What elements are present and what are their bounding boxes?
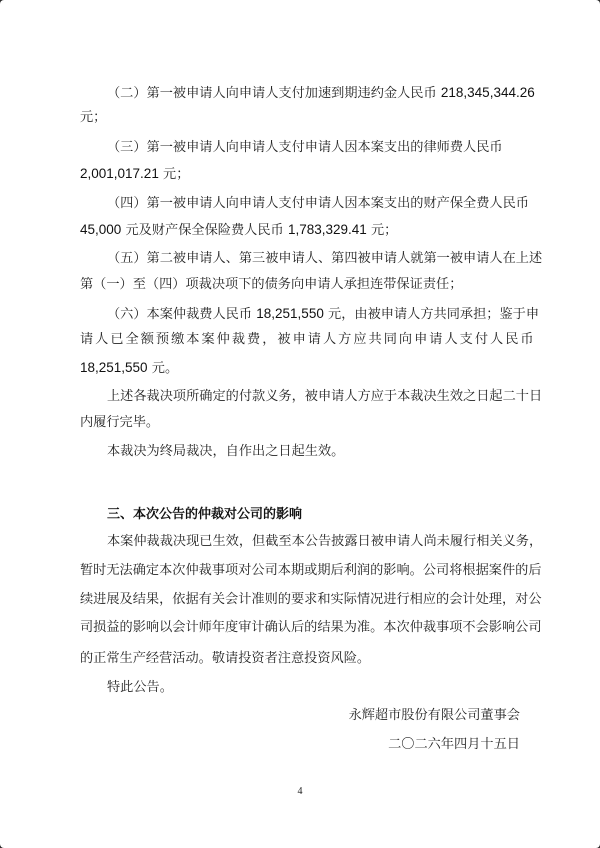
payment-obligation-text-2: 内履行完毕。 bbox=[80, 415, 160, 430]
section-3-text-3: 续进展及结果，依据有关会计准则的要求和实际情况进行相应的会计处理，对公 bbox=[80, 592, 542, 607]
closing-line bbox=[0, 678, 600, 698]
item-5-line-2 bbox=[0, 275, 600, 295]
payment-obligation-line-2 bbox=[0, 413, 600, 433]
section-3-line-3 bbox=[0, 590, 600, 610]
section-3-line-1 bbox=[0, 532, 600, 552]
company-signature: 永辉超市股份有限公司董事会 bbox=[348, 708, 520, 723]
item-2-label: （二）第一被申请人向申请人支付加速到期违约金人民币 bbox=[107, 86, 437, 101]
item-4-middle: 元及财产保全保险费人民币 bbox=[125, 223, 284, 238]
final-ruling-line bbox=[0, 442, 600, 462]
item-3-amount: 2,001,017.21 bbox=[80, 166, 159, 181]
payment-obligation-text-1: 上述各裁决项所确定的付款义务，被申请人方应于本裁决生效之日起二十日 bbox=[107, 389, 543, 404]
section-3-text-1: 本案仲裁裁决现已生效，但截至本公告披露日被申请人尚未履行相关义务， bbox=[107, 534, 543, 549]
item-6-line-1 bbox=[0, 304, 600, 324]
item-5-line-1 bbox=[0, 249, 600, 269]
section-3-heading-line bbox=[0, 505, 600, 525]
signature-line bbox=[0, 706, 600, 726]
item-3-line-1 bbox=[0, 138, 600, 158]
item-6-line-3 bbox=[0, 358, 600, 378]
item-2-line-2 bbox=[0, 108, 600, 128]
item-5-text-1: （五）第二被申请人、第三被申请人、第四被申请人就第一被申请人在上述 bbox=[107, 251, 543, 266]
section-3-text-2: 暂时无法确定本次仲裁事项对公司本期或期后利润的影响。公司将根据案件的后 bbox=[80, 563, 542, 578]
item-4-line-1 bbox=[0, 194, 600, 214]
item-2-amount: 218,345,344.26 bbox=[440, 85, 535, 100]
date-line bbox=[0, 735, 600, 755]
item-3-line-2 bbox=[0, 164, 600, 184]
item-6-after: 元，由被申请人方共同承担；鉴于申 bbox=[328, 307, 540, 322]
item-6-continuation: 元。 bbox=[151, 361, 179, 376]
item-6-amount-2: 18,251,550 bbox=[80, 360, 148, 375]
item-3-label: （三）第一被申请人向申请人支付申请人因本案支出的律师费人民币 bbox=[107, 140, 503, 155]
final-ruling-text: 本裁决为终局裁决，自作出之日起生效。 bbox=[107, 444, 345, 459]
item-4-label: （四）第一被申请人向申请人支付申请人因本案支出的财产保全费人民币 bbox=[107, 196, 529, 211]
item-4-line-2 bbox=[0, 220, 600, 240]
item-5-text-2: 第（一）至（四）项裁决项下的债务向申请人承担连带保证责任； bbox=[80, 277, 463, 292]
closing-text: 特此公告。 bbox=[107, 680, 173, 695]
item-4-amount-2: 1,783,329.41 bbox=[287, 222, 367, 237]
item-4-continuation: 元； bbox=[370, 223, 398, 238]
section-3-line-4 bbox=[0, 618, 600, 638]
payment-obligation-line-1 bbox=[0, 387, 600, 407]
item-3-continuation: 元； bbox=[163, 167, 190, 182]
section-3-line-5 bbox=[0, 649, 600, 669]
announcement-date: 二〇二六年四月十五日 bbox=[388, 737, 520, 752]
section-3-line-2 bbox=[0, 561, 600, 581]
item-6-label: （六）本案仲裁费人民币 bbox=[107, 307, 253, 322]
item-6-line-2 bbox=[0, 330, 600, 350]
item-2-line-1 bbox=[0, 83, 600, 103]
section-3-heading: 三、本次公告的仲裁对公司的影响 bbox=[107, 507, 303, 522]
item-6-amount: 18,251,550 bbox=[256, 306, 324, 321]
section-3-text-4: 司损益的影响以会计师年度审计确认后的结果为准。本次仲裁事项不会影响公司 bbox=[80, 620, 542, 635]
item-4-amount-1: 45,000 bbox=[80, 222, 122, 237]
item-6-text-2: 请人已全额预缴本案仲裁费，被申请人方应共同向申请人支付人民币 bbox=[80, 332, 536, 347]
page-number: 4 bbox=[297, 786, 303, 797]
section-3-text-5: 的正常生产经营活动。敬请投资者注意投资风险。 bbox=[80, 651, 371, 666]
item-2-continuation: 元； bbox=[80, 110, 107, 125]
